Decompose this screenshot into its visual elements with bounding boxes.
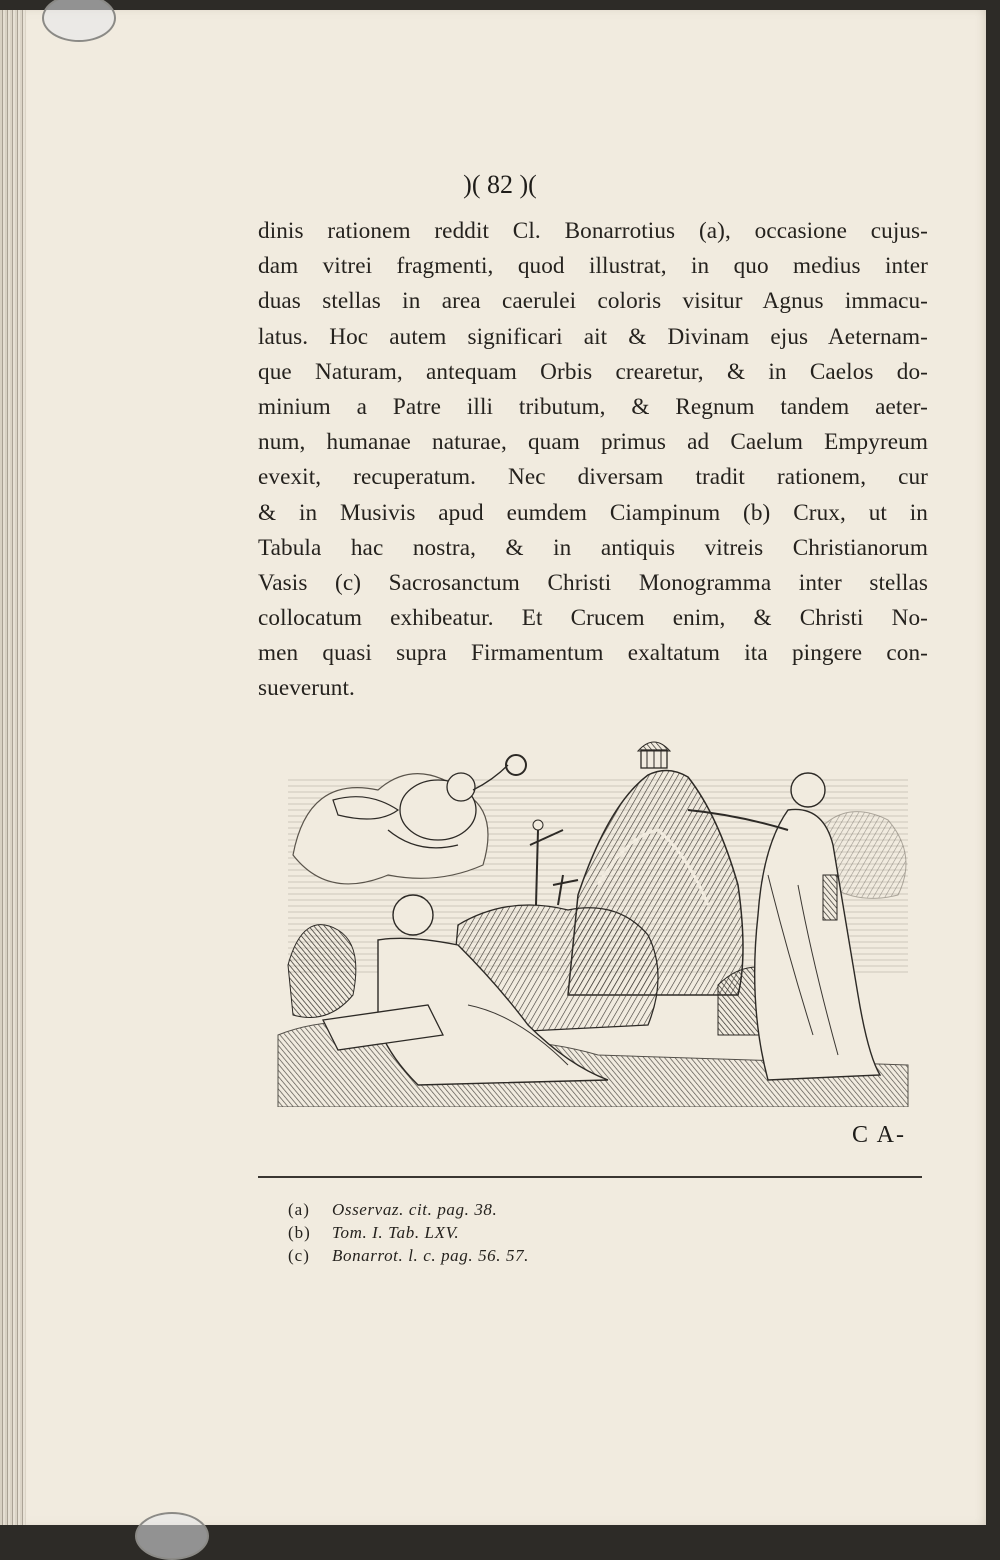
page-number-header: )( 82 )( bbox=[463, 170, 537, 199]
body-line: Tabula hac nostra, & in antiquis vitreis Christianorum bbox=[258, 534, 928, 561]
body-line: num, humanae naturae, quam primus ad Caelum Empyreum bbox=[258, 429, 928, 456]
body-line: latus. Hoc autem significari ait & Divinam ejus Aeternam- bbox=[258, 323, 928, 350]
body-line: men quasi supra Firmamentum exaltatum ita pingere con- bbox=[258, 640, 928, 667]
body-line: sueverunt. bbox=[258, 675, 355, 702]
body-line: que Naturam, antequam Orbis crearetur, & in Caelos do- bbox=[258, 358, 928, 385]
footnote-reference: Osservaz. cit. pag. 38. bbox=[332, 1200, 498, 1219]
footnote-mark: (b) bbox=[288, 1223, 311, 1242]
footnote bbox=[288, 1221, 529, 1244]
book-held-icon bbox=[823, 875, 837, 920]
body-line: evexit, recuperatum. Nec diversam tradit rationem, cur bbox=[258, 464, 928, 491]
body-line: dam vitrei fragmenti, quod illustrat, in quo medius inter bbox=[258, 253, 928, 280]
page-edges bbox=[0, 10, 26, 1525]
footnotes bbox=[288, 1198, 529, 1267]
body-line: minium a Patre illi tributum, & Regnum tandem aeter- bbox=[258, 393, 928, 420]
temple-icon bbox=[638, 742, 670, 768]
body-text bbox=[258, 214, 928, 707]
wreath-icon bbox=[506, 755, 526, 775]
catchword: C A- bbox=[852, 1122, 907, 1148]
footnote-mark: (a) bbox=[288, 1200, 310, 1219]
body-line: & in Musivis apud eumdem Ciampinum (b) Crux, ut in bbox=[258, 499, 928, 526]
bottom-clip bbox=[135, 1512, 209, 1560]
small-figure-head bbox=[533, 820, 543, 830]
footnote-reference: Tom. I. Tab. LXV. bbox=[332, 1223, 460, 1242]
footnote-mark: (c) bbox=[288, 1246, 310, 1265]
engraving-illustration bbox=[268, 735, 923, 1107]
footnote-rule bbox=[258, 1176, 922, 1178]
body-line: dinis rationem reddit Cl. Bonarrotius (a), occasione cujus- bbox=[258, 218, 928, 244]
footnote bbox=[288, 1198, 529, 1221]
body-line: Vasis (c) Sacrosanctum Christi Monogramma inter stellas bbox=[258, 569, 928, 596]
footnote-reference: Bonarrot. l. c. pag. 56. 57. bbox=[332, 1246, 530, 1265]
body-line: duas stellas in area caerulei coloris visitur Agnus immacu- bbox=[258, 288, 928, 315]
body-line: collocatum exhibeatur. Et Crucem enim, & Christi No- bbox=[258, 605, 928, 632]
footnote bbox=[288, 1244, 529, 1267]
